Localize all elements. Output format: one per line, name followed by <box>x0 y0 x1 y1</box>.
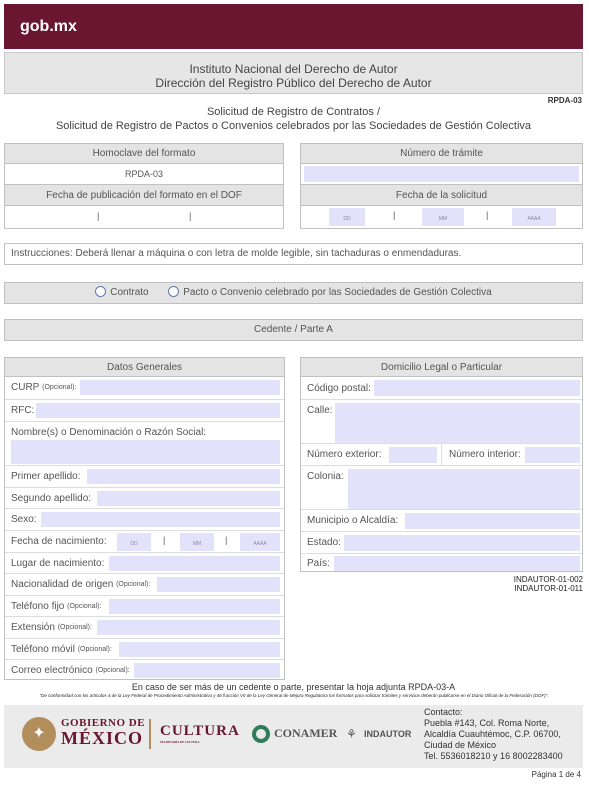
correo-input[interactable] <box>134 663 280 678</box>
gobmx-header <box>4 4 583 49</box>
birth-year-input[interactable]: AAAA <box>240 533 280 551</box>
institution-department: Dirección del Registro Público del Derecho de Autor <box>155 76 432 90</box>
request-month-input[interactable]: MM <box>422 208 464 226</box>
telefono-movil-opt: (Opcional): <box>77 645 112 653</box>
homoclave-value: RPDA-03 <box>5 164 283 185</box>
footer-bar <box>4 705 583 768</box>
form-title-line2: Solicitud de Registro de Pactos o Convenios celebrados por las Sociedades de Gestión Colectiva <box>55 120 532 132</box>
municipio-input[interactable] <box>405 513 580 529</box>
telefono-fijo-label: Teléfono fijo <box>11 600 65 612</box>
colonia-label: Colonia: <box>307 471 344 482</box>
lugar-nacimiento-input[interactable] <box>109 556 280 571</box>
codigo-postal-label: Código postal: <box>307 382 371 394</box>
segundo-apellido-label: Segundo apellido: <box>11 492 92 504</box>
dof-date-value <box>5 206 283 228</box>
legal-note: "De conformidad con los artículos 4 de la Ley Federal de Procedimiento Administrativo y 46 fracción VII de la Ley General de Mejora Regulatoria los formatos para solicitar trámites y servicios deberán publicarse en el Diario Oficial de la Federación (DOF)". <box>39 693 549 698</box>
request-info-table <box>300 143 583 229</box>
gobierno-mexico-logo <box>61 717 145 747</box>
contact-title: Contacto: <box>424 707 463 717</box>
codigo-postal-input[interactable] <box>374 380 580 396</box>
extension-opt: (Opcional): <box>57 623 92 631</box>
domicilio-title: Domicilio Legal o Particular <box>301 358 582 377</box>
birth-day-input[interactable]: DD <box>117 533 151 551</box>
dof-date-label: Fecha de publicación del formato en el DOF <box>5 185 283 206</box>
municipio-label: Municipio o Alcaldía: <box>307 515 399 526</box>
date-separator: | <box>97 211 100 221</box>
homoclave-label: Homoclave del formato <box>5 144 283 164</box>
date-separator: | <box>393 210 396 220</box>
correo-label: Correo electrónico <box>11 664 93 676</box>
format-info-table <box>4 143 284 229</box>
radio-pacto-label: Pacto o Convenio celebrado por las Sociedades de Gestión Colectiva <box>183 287 492 298</box>
conamer-icon <box>252 725 270 743</box>
nacionalidad-label: Nacionalidad de origen <box>11 578 114 590</box>
nombre-input[interactable] <box>11 440 280 464</box>
estado-input[interactable] <box>344 535 580 551</box>
nombre-label: Nombre(s) o Denominación o Razón Social: <box>11 427 207 438</box>
cultura-label: CULTURA <box>160 723 240 739</box>
datos-generales-title: Datos Generales <box>5 358 284 377</box>
eagle-seal-icon: ✦ <box>22 717 56 751</box>
indautor-code-1: INDAUTOR-01-002 <box>513 575 583 584</box>
rfc-label: RFC: <box>11 404 35 416</box>
sexo-label: Sexo: <box>11 513 37 525</box>
segundo-apellido-input[interactable] <box>97 491 280 506</box>
curp-opt: (Opcional): <box>42 384 77 391</box>
calle-label: Calle: <box>307 405 333 416</box>
contact-city: Ciudad de México <box>424 740 497 750</box>
calle-input[interactable] <box>335 403 580 443</box>
form-title-line1: Solicitud de Registro de Contratos / <box>206 106 381 118</box>
additional-party-note: En caso de ser más de un cedente o parte, presentar la hoja adjunta RPDA-03-A <box>131 682 456 692</box>
numero-exterior-label: Número exterior: <box>307 449 382 460</box>
contract-type-selector <box>4 282 583 304</box>
estado-label: Estado: <box>307 537 341 548</box>
radio-contrato-label: Contrato <box>110 287 149 298</box>
numero-interior-input[interactable] <box>525 447 580 463</box>
telefono-movil-label: Teléfono móvil <box>11 643 75 655</box>
indautor-icon: ⚘ <box>346 727 357 741</box>
date-separator: | <box>189 211 192 221</box>
tramite-input[interactable] <box>304 166 579 182</box>
contact-address-2: Alcaldía Cuauhtémoc, C.P. 06700, <box>424 729 561 739</box>
telefono-movil-input[interactable] <box>119 642 280 657</box>
form-code: RPDA-03 <box>547 96 582 105</box>
correo-opt: (Opcional): <box>95 666 130 674</box>
rfc-input[interactable] <box>36 403 280 418</box>
fecha-nacimiento-label: Fecha de nacimiento: <box>11 535 107 547</box>
curp-label: CURP <box>11 382 40 393</box>
extension-label: Extensión <box>11 621 55 633</box>
sexo-input[interactable] <box>41 512 280 527</box>
indautor-code-2: INDAUTOR-01-011 <box>514 584 583 593</box>
cultura-sub-label: SECRETARÍA DE CULTURA <box>160 740 200 744</box>
numero-exterior-input[interactable] <box>389 447 437 463</box>
radio-circle-icon[interactable] <box>168 286 179 297</box>
request-day-input[interactable]: DD <box>329 208 365 226</box>
contact-phone: Tel. 5536018210 y 16 8002283400 <box>424 751 563 761</box>
mexico-label: MÉXICO <box>61 728 143 748</box>
indautor-logo: INDAUTOR <box>364 729 412 739</box>
radio-pacto[interactable] <box>168 287 492 298</box>
pais-label: País: <box>307 558 330 569</box>
telefono-fijo-opt: (Opcional): <box>67 602 102 610</box>
tramite-label: Número de trámite <box>301 144 582 164</box>
nacionalidad-input[interactable] <box>157 577 280 592</box>
birth-month-input[interactable]: MM <box>180 533 214 551</box>
pais-input[interactable] <box>334 556 580 571</box>
request-year-input[interactable]: AAAA <box>512 208 556 226</box>
lugar-nacimiento-label: Lugar de nacimiento: <box>11 557 105 569</box>
extension-input[interactable] <box>97 620 280 635</box>
contact-block <box>424 707 563 762</box>
primer-apellido-input[interactable] <box>87 469 280 484</box>
institution-name: Instituto Nacional del Derecho de Autor <box>189 62 398 76</box>
logo-divider <box>149 719 151 749</box>
primer-apellido-label: Primer apellido: <box>11 470 81 482</box>
indautor-codes <box>514 575 583 593</box>
conamer-logo: CONAMER <box>274 726 338 740</box>
gobmx-logo[interactable]: gob.mx <box>20 18 77 35</box>
curp-input[interactable] <box>80 380 280 395</box>
colonia-input[interactable] <box>348 469 580 509</box>
cultura-logo <box>160 723 240 744</box>
request-date-label: Fecha de la solicitud <box>301 185 582 206</box>
telefono-fijo-input[interactable] <box>109 599 280 614</box>
institution-banner <box>4 52 583 94</box>
section-title: Cedente / Parte A <box>4 319 583 341</box>
date-separator: | <box>486 210 489 220</box>
form-title <box>4 105 583 133</box>
numero-interior-label: Número interior: <box>449 449 521 460</box>
date-separator: | <box>163 535 166 545</box>
page-number: Página 1 de 4 <box>531 770 581 779</box>
gobierno-label: GOBIERNO DE <box>61 717 146 729</box>
date-separator: | <box>225 535 228 545</box>
instructions: Instrucciones: Deberá llenar a máquina o con letra de molde legible, sin tachaduras o enmendaduras. <box>4 243 583 265</box>
radio-circle-icon[interactable] <box>95 286 106 297</box>
radio-contrato[interactable] <box>95 287 148 298</box>
contact-address-1: Puebla #143, Col. Roma Norte, <box>424 718 550 728</box>
nacionalidad-opt: (Opcional): <box>116 580 151 588</box>
